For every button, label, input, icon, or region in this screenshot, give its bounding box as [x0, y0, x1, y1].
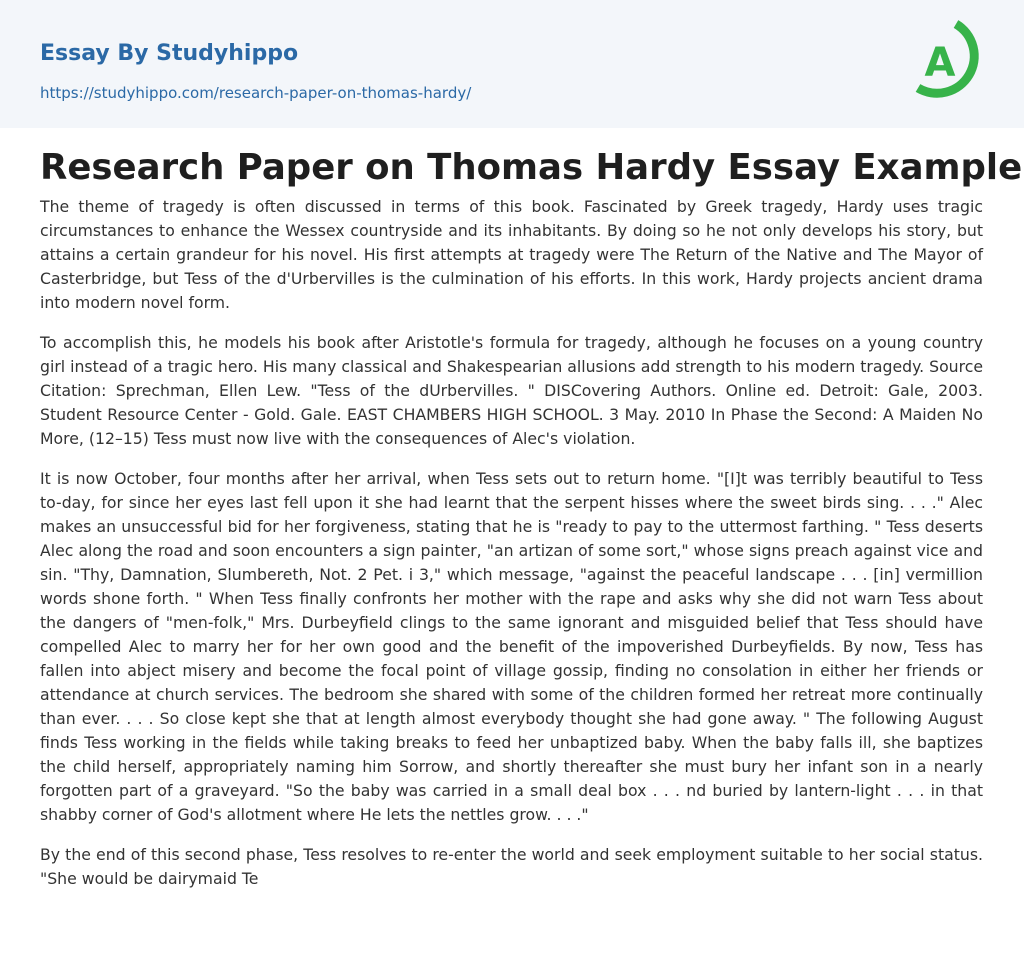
- logo-letter: A: [924, 40, 956, 86]
- article-body: [40, 195, 983, 907]
- paragraph: To accomplish this, he models his book after Aristotle's formula for tragedy, although he focuses on a young country girl instead of a tragic hero. His many classical and Shakespearian allusions add strength to his modern tragedy. Source Citation: Sprechman, Ellen Lew. "Tess of the dUrbervilles. " DISCovering Authors. Online ed. Detroit: Gale, 2003. Student Resource Center - Gold. Gale. EAST CHAMBERS HIGH SCHOOL. 3 May. 2010 In Phase the Second: A Maiden No More, (12–15) Tess must now live with the consequences of Alec's violation.: [40, 333, 983, 448]
- page-url-link[interactable]: https://studyhippo.com/research-paper-on-thomas-hardy/: [40, 84, 472, 102]
- studyhippo-logo-icon[interactable]: [912, 18, 988, 106]
- paragraph: It is now October, four months after her arrival, when Tess sets out to return home. "[I]t was terribly beautiful to Tess to-day, for since her eyes last fell upon it she had learnt that the serpent hisses where the sweet birds sing. . . ." Alec makes an unsuccessful bid for her forgiveness, stating that he is "ready to pay to the uttermost farthing. " Tess deserts Alec along the road and soon encounters a sign painter, "an artizan of some sort," whose signs preach against vice and sin. "Thy, Damnation, Slumbereth, Not. 2 Pet. i 3," which message, "against the peaceful landscape . . . [in] vermillion words shone forth. " When Tess finally confronts her mother with the rape and asks why she did not warn Tess about the dangers of "men-folk," Mrs. Durbeyfield clings to the same ignorant and misguided belief that Tess should have compelled Alec to marry her for her own good and the benefit of the impoverished Durbeyfields. By now, Tess has fallen into abject misery and become the focal point of village gossip, finding no consolation in either her friends or attendance at church services. The bedroom she shared with some of the children formed her retreat more continually than ever. . . . So close kept she that at length almost everybody thought she had gone away. " The following August finds Tess working in the fields while taking breaks to feed her unbaptized baby. When the baby falls ill, she baptizes the child herself, appropriately naming him Sorrow, and shortly thereafter she must bury her infant son in a nearly forgotten part of a graveyard. "So the baby was carried in a small deal box . . . nd buried by lantern-light . . . in that shabby corner of God's allotment where He lets the nettles grow. . . .": [40, 469, 983, 824]
- site-header: [0, 0, 1024, 128]
- paragraph: The theme of tragedy is often discussed in terms of this book. Fascinated by Greek tragedy, Hardy uses tragic circumstances to enhance the Wessex countryside and its inhabitants. By doing so he not only develops his story, but attains a certain grandeur for his novel. His first attempts at tragedy were The Return of the Native and The Mayor of Casterbridge, but Tess of the d'Urbervilles is the culmination of his efforts. In this work, Hardy projects ancient drama into modern novel form.: [40, 197, 983, 312]
- page-title: Research Paper on Thomas Hardy Essay Example: [40, 147, 1023, 188]
- paragraph: By the end of this second phase, Tess resolves to re-enter the world and seek employment suitable to her social status. "She would be dairymaid Te: [40, 845, 983, 888]
- site-brand[interactable]: Essay By Studyhippo: [40, 41, 299, 66]
